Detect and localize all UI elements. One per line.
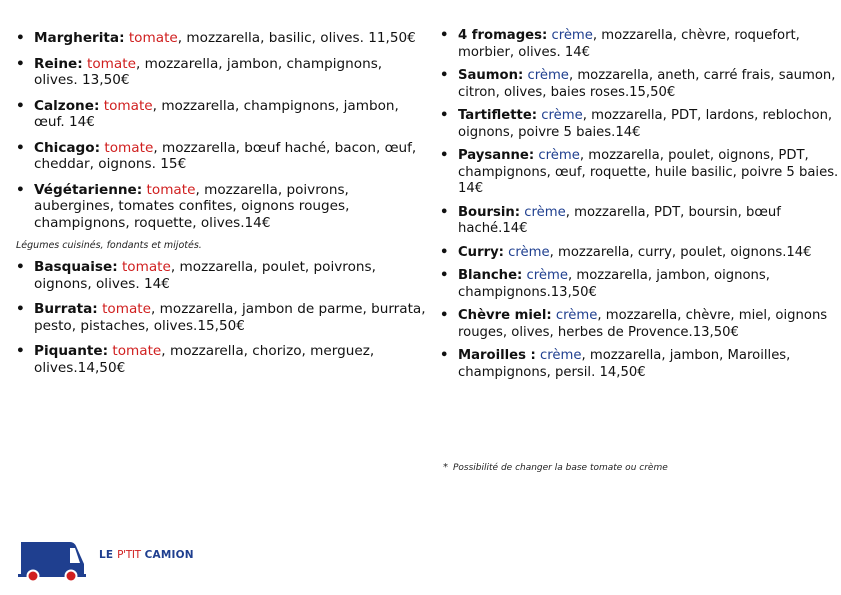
menu-item: • Curry: crème, mozzarella, curry, poulet, oignons.14€ <box>440 244 812 260</box>
left-column <box>16 30 426 385</box>
pizza-name: Paysanne <box>458 148 529 163</box>
base-sauce: tomate <box>146 181 196 198</box>
base-change-footnote <box>443 462 668 473</box>
ingredients-price: mozzarella, jambon, champignons, olives. 13,50€ <box>34 55 383 88</box>
menu-item: • Blanche: crème, mozzarella, jambon, oignons, champignons.13,50€ <box>440 268 770 300</box>
pizza-name: Basquaise <box>34 259 113 275</box>
base-sauce: tomate <box>104 139 154 156</box>
name-separator: : <box>77 55 83 72</box>
name-separator: : <box>498 244 504 260</box>
base-sauce: crème <box>541 108 583 123</box>
right-column <box>440 28 840 388</box>
bullet: • <box>16 55 25 72</box>
base-sauce: crème <box>527 68 569 83</box>
ingredients-price: mozzarella, chorizo, merguez, olives.14,50€ <box>34 343 375 376</box>
base-sauce: tomate <box>87 55 136 72</box>
base-sauce: crème <box>551 28 593 43</box>
pizza-name: Maroilles <box>458 348 526 363</box>
pizza-name: Chèvre miel <box>458 308 547 323</box>
pizza-name: Tartiflette <box>458 108 532 123</box>
base-sauce: tomate <box>128 30 178 46</box>
pizza-name: 4 fromages <box>458 28 542 43</box>
bullet: • <box>440 348 449 363</box>
pizza-name: Burrata <box>34 301 93 317</box>
pizza-name: Boursin <box>458 204 515 220</box>
tomato-pizza-list <box>16 30 426 231</box>
bullet: • <box>16 259 25 275</box>
name-separator: : <box>517 268 523 283</box>
bullet: • <box>440 308 449 323</box>
menu-item: • Chèvre miel: crème, mozzarella, chèvre, miel, oignons rouges, olives, herbes de Provence.13,50€ <box>440 308 828 340</box>
footnote-text: Possibilité de changer la base tomate ou crème <box>453 463 668 473</box>
menu-item: • Boursin: crème, mozzarella, PDT, boursin, bœuf haché.14€ <box>440 204 781 236</box>
name-separator: : <box>531 108 538 123</box>
name-separator: : <box>112 259 118 275</box>
bullet: • <box>16 30 25 46</box>
name-separator: : <box>94 139 101 156</box>
name-separator: : <box>525 348 536 363</box>
menu-item: • Maroilles : crème, mozzarella, jambon, Maroilles, champignons, persil. 14,50€ <box>440 348 791 380</box>
menu-item: • Burrata: tomate, mozzarella, jambon de parme, burrata, pesto, pistaches, olives.15,50€ <box>16 301 426 334</box>
base-sauce: crème <box>540 348 582 363</box>
name-separator: : <box>136 181 143 198</box>
bullet: • <box>16 343 25 359</box>
base-sauce: tomate <box>102 301 151 317</box>
ingredients-price: mozzarella, PDT, lardons, reblochon, oignons, poivre 5 baies.14€ <box>458 108 833 140</box>
pizza-name: Calzone <box>34 97 94 114</box>
bullet: • <box>16 139 25 156</box>
menu-item: • Calzone: tomate, mozzarella, champignons, jambon, œuf. 14€ <box>16 97 399 130</box>
menu-item: • Végétarienne: tomate, mozzarella, poivrons, aubergines, tomates confites, oignons rouges, champignons, roquette, olives.14€ <box>16 181 350 231</box>
ingredients-price: mozzarella, bœuf haché, bacon, œuf, cheddar, oignons. 15€ <box>34 139 417 172</box>
base-sauce: crème <box>508 244 550 260</box>
ingredients-price: mozzarella, curry, poulet, oignons.14€ <box>558 244 812 260</box>
base-sauce: crème <box>555 308 598 323</box>
ingredients-price: mozzarella, basilic, olives. 11,50€ <box>186 30 416 46</box>
pizza-name: Végétarienne <box>34 181 137 198</box>
menu-item: • Basquaise: tomate, mozzarella, poulet, poivrons, oignons, olives. 14€ <box>16 259 376 292</box>
brand-logo-text <box>99 549 194 561</box>
name-separator: : <box>119 30 125 46</box>
pizza-name: Curry <box>458 244 499 260</box>
name-separator: : <box>528 148 535 163</box>
menu-item: • Margherita: tomate, mozzarella, basilic, olives. 11,50€ <box>16 30 416 46</box>
menu-item: • Tartiflette: crème, mozzarella, PDT, lardons, reblochon, oignons, poivre 5 baies.14€ <box>440 108 833 140</box>
bullet: • <box>16 181 25 198</box>
name-separator: : <box>517 68 524 83</box>
base-sauce: tomate <box>121 259 171 275</box>
ingredients-price: mozzarella, poivrons, aubergines, tomates confites, oignons rouges, champignons, roquette, olives.14€ <box>34 181 350 231</box>
pizza-name: Piquante <box>34 343 103 359</box>
ingredients-price: mozzarella, poulet, oignons, PDT, champignons, œuf, roquette, huile basilic, poivre 5 baies. 14€ <box>458 148 839 196</box>
pizza-name: Margherita <box>34 30 120 46</box>
menu-item: • Piquante: tomate, mozzarella, chorizo, merguez, olives.14,50€ <box>16 343 375 376</box>
name-separator: : <box>546 308 552 323</box>
bullet: • <box>440 204 449 220</box>
name-separator: : <box>102 343 109 359</box>
menu-item: • Paysanne: crème, mozzarella, poulet, oignons, PDT, champignons, œuf, roquette, huile basilic, poivre 5 baies. 14€ <box>440 148 839 196</box>
food-truck-icon <box>18 538 88 584</box>
menu-item: • Saumon: crème, mozzarella, aneth, carré frais, saumon, citron, olives, baies roses.15,50€ <box>440 68 836 100</box>
ingredients-price: mozzarella, jambon, Maroilles, champignons, persil. 14,50€ <box>458 348 791 380</box>
bullet: • <box>440 268 449 283</box>
ingredients-price: mozzarella, jambon de parme, burrata, pesto, pistaches, olives.15,50€ <box>34 301 426 334</box>
menu-item: • Chicago: tomate, mozzarella, bœuf haché, bacon, œuf, cheddar, oignons. 15€ <box>16 139 417 172</box>
ingredients-price: mozzarella, jambon, oignons, champignons.13,50€ <box>458 268 770 300</box>
pizza-name: Saumon <box>458 68 518 83</box>
ingredients-price: mozzarella, chèvre, roquefort, morbier, olives. 14€ <box>458 28 800 60</box>
bullet: • <box>440 28 449 43</box>
name-separator: : <box>514 204 521 220</box>
vegetables-note: Légumes cuisinés, fondants et mijotés. <box>16 240 202 251</box>
name-separator: : <box>92 301 98 317</box>
base-sauce: crème <box>526 268 568 283</box>
bullet: • <box>16 97 25 114</box>
pizza-name: Chicago <box>34 139 95 156</box>
ingredients-price: mozzarella, PDT, boursin, bœuf haché.14€ <box>458 204 781 236</box>
logo-ptit: P'TIT <box>117 549 141 561</box>
bullet: • <box>440 148 449 163</box>
base-sauce: tomate <box>103 97 153 114</box>
base-sauce: tomate <box>112 343 162 359</box>
menu-item: • Reine: tomate, mozzarella, jambon, champignons, olives. 13,50€ <box>16 55 383 88</box>
base-sauce: crème <box>524 204 566 220</box>
pizza-name: Blanche <box>458 268 518 283</box>
logo-name: CAMION <box>140 549 194 561</box>
menu-item: • 4 fromages: crème, mozzarella, chèvre, roquefort, morbier, olives. 14€ <box>440 28 800 60</box>
ingredients-price: mozzarella, chèvre, miel, oignons rouges, olives, herbes de Provence.13,50€ <box>458 308 828 340</box>
ingredients-price: mozzarella, champignons, jambon, œuf. 14€ <box>34 97 399 130</box>
tomato-pizza-list-2 <box>16 259 426 376</box>
cream-pizza-list <box>440 28 840 381</box>
pizza-name: Reine <box>34 55 78 72</box>
ingredients-price: mozzarella, aneth, carré frais, saumon, citron, olives, baies roses.15,50€ <box>458 68 836 100</box>
bullet: • <box>440 244 449 260</box>
logo-prefix: LE <box>99 549 118 561</box>
name-separator: : <box>93 97 100 114</box>
bullet: • <box>16 301 25 317</box>
base-sauce: crème <box>538 148 580 163</box>
bullet: • <box>440 68 449 83</box>
ingredients-price: mozzarella, poulet, poivrons, oignons, olives. 14€ <box>34 259 376 292</box>
bullet: • <box>440 108 449 123</box>
name-separator: : <box>541 28 548 43</box>
footnote-asterisk: * <box>443 462 448 473</box>
